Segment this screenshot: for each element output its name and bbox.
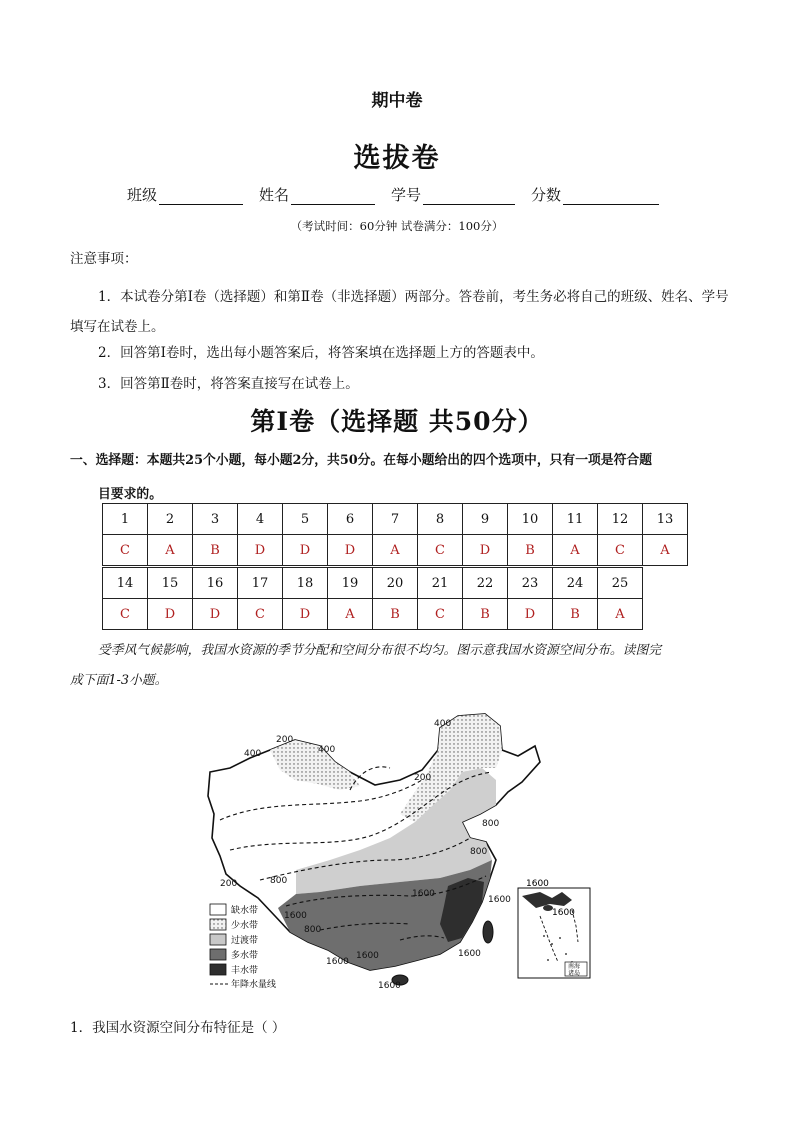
legend-swatch — [210, 949, 226, 960]
answer-table-row-1 — [102, 503, 688, 566]
student-id-label: 学号 — [391, 186, 422, 204]
question-number-cell: 7 — [373, 504, 418, 535]
answer-cell: B — [463, 599, 508, 630]
answer-cell: D — [238, 535, 283, 566]
answer-cell: B — [193, 535, 238, 566]
class-field[interactable] — [127, 184, 251, 205]
contour-label: 800 — [470, 847, 488, 857]
contour-label: 800 — [482, 819, 500, 829]
answer-cell: A — [328, 599, 373, 630]
answer-cell: B — [373, 599, 418, 630]
answer-cell: C — [418, 599, 463, 630]
name-label: 姓名 — [258, 186, 289, 204]
legend-swatch — [210, 919, 226, 930]
map-legend — [210, 904, 276, 990]
note-item-3: 3．回答第Ⅱ卷时，将答案直接写在试卷上。 — [98, 376, 359, 392]
contour-label: 400 — [434, 719, 452, 729]
question-number-cell: 6 — [328, 504, 373, 535]
legend-label: 过渡带 — [231, 936, 259, 946]
instruction-line-2: 目要求的。 — [98, 487, 162, 502]
section-title: 第Ⅰ卷（选择题 共50分） — [250, 407, 544, 436]
question-number-cell: 20 — [373, 568, 418, 599]
student-id-field[interactable] — [391, 184, 523, 205]
question-number-cell: 23 — [508, 568, 553, 599]
answer-table-row-2 — [102, 567, 643, 630]
reading-passage — [70, 636, 730, 696]
score-field[interactable] — [531, 184, 667, 205]
note-item-2: 2．回答第Ⅰ卷时，选出每小题答案后，将答案填在选择题上方的答题表中。 — [98, 345, 544, 361]
answer-cell: C — [103, 535, 148, 566]
passage-line-1: 受季风气候影响，我国水资源的季节分配和空间分布很不均匀。图示意我国水资源空间分布。读图完 — [98, 643, 662, 658]
instruction-line-1: 一、选择题：本题共25个小题，每小题2分，共50分。在每小题给出的四个选项中，只有一项是符合题 — [70, 453, 652, 468]
answer-cell: D — [463, 535, 508, 566]
answer-cell: D — [283, 535, 328, 566]
section-instructions — [70, 444, 730, 512]
answer-cell: D — [508, 599, 553, 630]
page-title: 选拔卷 — [353, 143, 441, 174]
question-number-cell: 3 — [193, 504, 238, 535]
inset-label: 1600 — [552, 908, 575, 918]
answer-cell: A — [598, 599, 643, 630]
answer-cell: D — [148, 599, 193, 630]
answer-cell: C — [238, 599, 283, 630]
question-number-cell: 4 — [238, 504, 283, 535]
legend-swatch — [210, 934, 226, 945]
answer-cell: C — [418, 535, 463, 566]
question-number-cell: 21 — [418, 568, 463, 599]
legend-label: 缺水带 — [231, 906, 259, 916]
legend-swatch — [210, 904, 226, 915]
question-number-cell: 11 — [553, 504, 598, 535]
legend-label: 少水带 — [231, 921, 259, 931]
student-id-blank[interactable] — [423, 188, 515, 205]
answer-cell: A — [148, 535, 193, 566]
question-number-cell: 9 — [463, 504, 508, 535]
class-blank[interactable] — [159, 188, 243, 205]
answer-cell: B — [508, 535, 553, 566]
contour-label: 1600 — [284, 911, 307, 921]
notes-heading: 注意事项： — [70, 251, 138, 267]
inset-caption: 诸岛 — [568, 970, 581, 977]
exam-meta: （考试时间：60分钟 试卷满分：100分） — [290, 219, 504, 233]
contour-label: 400 — [244, 749, 262, 759]
question-number-cell: 13 — [643, 504, 688, 535]
question-number-cell: 14 — [103, 568, 148, 599]
class-label: 班级 — [126, 186, 157, 204]
contour-label: 200 — [414, 773, 432, 783]
name-blank[interactable] — [291, 188, 375, 205]
student-info-fields — [0, 184, 794, 205]
score-blank[interactable] — [563, 188, 659, 205]
legend-label: 年降水量线 — [231, 980, 277, 990]
contour-label: 800 — [304, 925, 322, 935]
inset-label: 1600 — [526, 879, 549, 889]
answer-cell: A — [643, 535, 688, 566]
exam-label: 期中卷 — [371, 91, 423, 111]
answer-cell: A — [373, 535, 418, 566]
china-water-resources-map — [200, 710, 600, 1000]
name-field[interactable] — [259, 184, 383, 205]
answer-cell: A — [553, 535, 598, 566]
contour-label: 200 — [220, 879, 238, 889]
passage-line-2: 成下面1-3小题。 — [70, 673, 168, 688]
contour-label: 1600 — [488, 895, 511, 905]
answer-cell: D — [193, 599, 238, 630]
answer-cell: C — [598, 535, 643, 566]
question-number-cell: 19 — [328, 568, 373, 599]
question-number-cell: 25 — [598, 568, 643, 599]
answer-cell: D — [328, 535, 373, 566]
legend-swatch — [210, 964, 226, 975]
contour-label: 400 — [318, 745, 336, 755]
question-number-cell: 10 — [508, 504, 553, 535]
question-number-cell: 8 — [418, 504, 463, 535]
note-item-1: 1．本试卷分第Ⅰ卷（选择题）和第Ⅱ卷（非选择题）两部分。答卷前，考生务必将自己的班级、姓名、学号填写在试卷上。 — [70, 289, 729, 335]
answer-cell: C — [103, 599, 148, 630]
contour-label: 800 — [270, 876, 288, 886]
legend-label: 丰水带 — [231, 966, 259, 976]
legend-label: 多水带 — [231, 951, 259, 961]
inset-caption: 南海 — [568, 963, 581, 970]
contour-label: 1600 — [412, 889, 435, 899]
contour-label: 1600 — [356, 951, 379, 961]
question-number-cell: 24 — [553, 568, 598, 599]
question-1: 1．我国水资源空间分布特征是（ ） — [70, 1020, 286, 1036]
question-number-cell: 2 — [148, 504, 193, 535]
south-china-sea-inset — [518, 879, 590, 978]
question-number-cell: 17 — [238, 568, 283, 599]
contour-label: 200 — [276, 735, 294, 745]
answer-cell: D — [283, 599, 328, 630]
contour-label: 1600 — [378, 981, 401, 991]
answer-cell: B — [553, 599, 598, 630]
contour-label: 1600 — [326, 957, 349, 967]
question-number-cell: 15 — [148, 568, 193, 599]
question-number-cell: 18 — [283, 568, 328, 599]
taiwan-island — [483, 921, 493, 943]
score-label: 分数 — [531, 186, 562, 204]
contour-label: 1600 — [458, 949, 481, 959]
question-number-cell: 5 — [283, 504, 328, 535]
question-number-cell: 22 — [463, 568, 508, 599]
question-number-cell: 12 — [598, 504, 643, 535]
question-number-cell: 16 — [193, 568, 238, 599]
question-number-cell: 1 — [103, 504, 148, 535]
